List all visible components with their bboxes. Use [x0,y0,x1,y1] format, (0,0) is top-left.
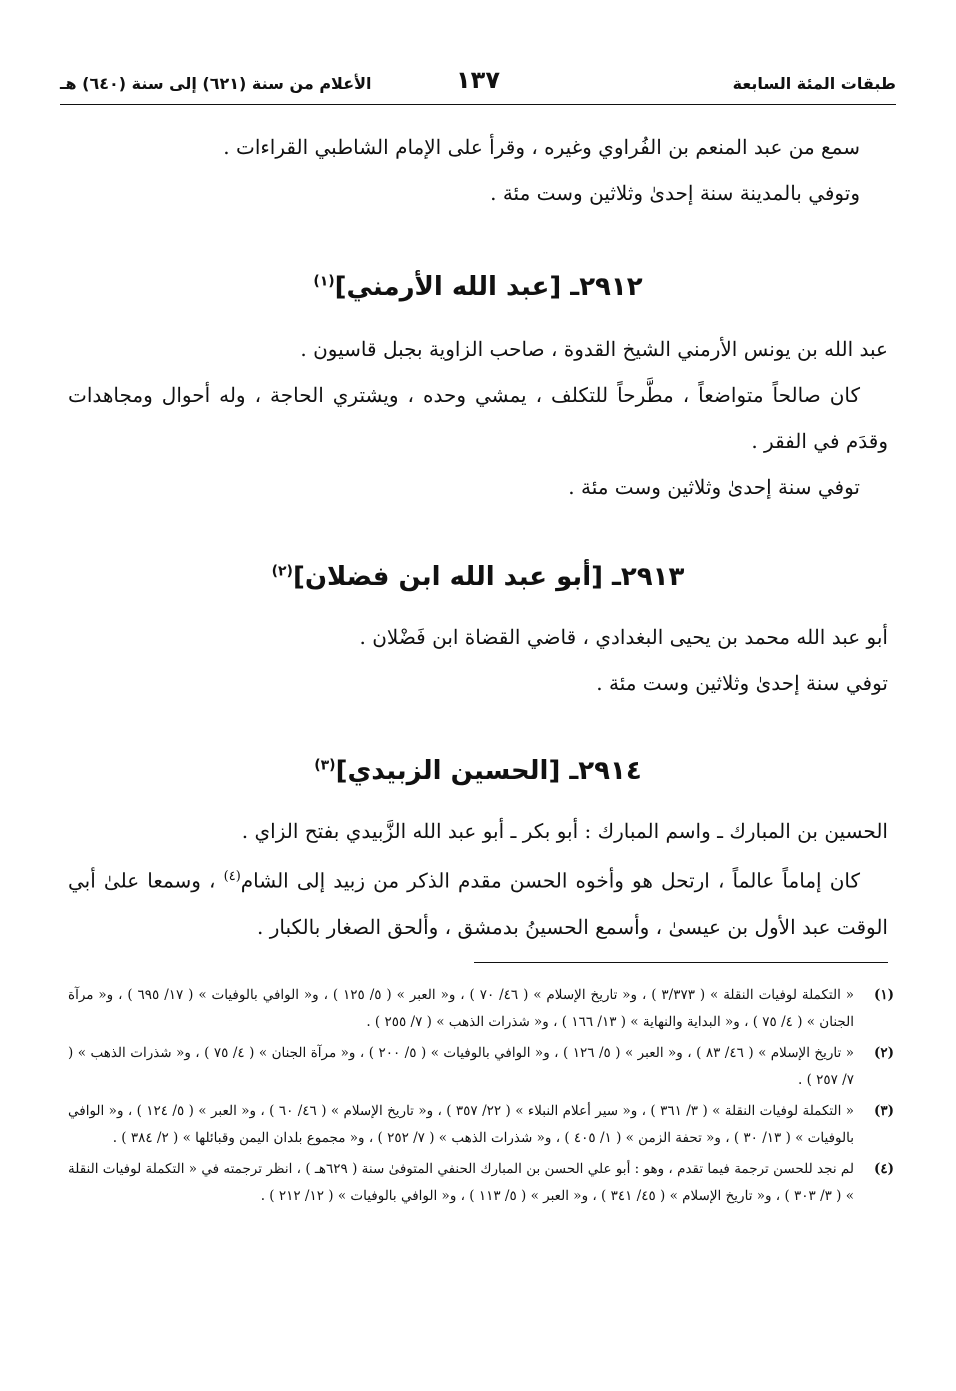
footnotes [68,982,894,1214]
entry-body-2914 [68,808,888,950]
entry-paragraph: توفي سنة إحدىٰ وثلاثين وست مئة . [596,671,888,695]
body-line: وتوفي بالمدينة سنة إحدىٰ وثلاثين وست مئة . [490,181,860,205]
page-number: ١٣٧ [456,66,500,94]
entry-title: ٢٩١٢ـ [عبد الله الأرمني] [334,272,643,302]
body-line: سمع من عبد المنعم بن الفُراوي وغيره ، وقرأ على الإمام الشاطبي القراءات . [223,135,860,159]
entry-heading-2912 [0,272,956,302]
footnote [68,982,894,1036]
running-header [60,66,896,100]
entry-body-2912 [68,326,888,510]
footnote-ref: (٢) [271,563,293,580]
entry-heading-2914 [0,756,956,786]
entry-paragraph: توفي سنة إحدىٰ وثلاثين وست مئة . [568,475,860,499]
entry-text: كان إماماً عالماً ، ارتحل هو وأخوه الحسن مقدم الذكر من زبيد إلى الشام [240,868,860,893]
footnote-ref: (٤) [223,869,241,884]
footnote-text: لم نجد للحسن ترجمة فيما تقدم ، وهو : أبو علي الحسن بن المبارك الحنفي المتوفىٰ سنة ( ٦٢٩هـ ) ، انظر ترجمته في « التكملة لوفيات النقلة » ( ٣/ ٣٠٣ ) ، و« تاريخ الإسلام » ( ٤٥/ ٣٤١ ) ، و« العبر » ( ٥/ ١١٣ ) ، و« الوافي بالوفيات » ( ١٢/ ٢١٢ ) . [68,1161,854,1204]
footnote-rule [474,962,888,963]
footnote-text: « التكملة لوفيات النقلة » ( ٣/ ٣٦١ ) ، و« سير أعلام النبلاء » ( ٢٢/ ٣٥٧ ) ، و« تاريخ الإسلام » ( ٤٦/ ٦٠ ) ، و« العبر » ( ٥/ ١٢٤ ) ، و« الوافي بالوفيات » ( ١٣/ ٣٠ ) ، و« تحفة الزمن » ( ١/ ٤٠٥ ) ، و« شذرات الذهب » ( ٧/ ٢٥٢ ) ، و« مجموع بلدان اليمن وقبائلها » ( ٢/ ٣٨٤ ) . [68,1103,855,1146]
header-section-title: طبقات المئة السابعة [732,74,896,93]
footnote [68,1098,894,1152]
footnote-text: « تاريخ الإسلام » ( ٤٦/ ٨٣ ) ، و« العبر » ( ٥/ ١٢٦ ) ، و« الوافي بالوفيات » ( ٥/ ٢٠٠ ) ، و« مرآة الجنان » ( ٤/ ٧٥ ) ، و« شذرات الذهب » ( ٧/ ٢٥٧ ) . [68,1045,854,1088]
header-rule [60,104,896,105]
footnote [68,1156,894,1210]
footnote-number: (١) [873,987,894,1003]
entry-text: ، وسمعا علىٰ أبي الوقت عبد الأول بن عيسىٰ ، وأسمع الحسينُ بدمشق ، وألحق الصغار بالكبار . [68,868,888,939]
entry-heading-2913 [0,562,956,592]
entry-paragraph: عبد الله بن يونس الأرمني الشيخ القدوة ، صاحب الزاوية بجبل قاسيون . [300,337,888,361]
footnote-ref: (٣) [314,757,336,774]
footnote-number: (٤) [873,1161,894,1177]
entry-title: ٢٩١٤ـ [الحسين الزبيدي] [335,756,642,786]
entry-title: ٢٩١٣ـ [أبو عبد الله ابن فضلان] [292,562,685,592]
footnote-text: « التكملة لوفيات النقلة » ( ٣/٣٧٣ ) ، و« تاريخ الإسلام » ( ٤٦/ ٧٠ ) ، و« العبر » ( ٥/ ١٢٥ ) ، و« الوافي بالوفيات » ( ١٧/ ٦٩٥ ) ، و« مرآة الجنان » ( ٤/ ٧٥ ) ، و« البداية والنهاية » ( ١٣/ ١٦٦ ) ، و« شذرات الذهب » ( ٧/ ٢٥٥ ) . [68,987,854,1030]
entry-paragraph: الحسين بن المبارك ـ واسم المبارك : أبو بكر ـ أبو عبد الله الزَّبيدي بفتح الزاي . [241,819,888,843]
entry-paragraph [68,854,888,950]
header-year-range: الأعلام من سنة (٦٢١) إلى سنة (٦٤٠) هـ [60,74,372,93]
entry-paragraph: كان صالحاً متواضعاً ، مطَّرحاً للتكلف ، يمشي وحده ، ويشتري الحاجة ، وله أحوال ومجاهدات وقدَم في الفقر . [68,383,888,453]
footnote-ref: (١) [313,273,335,290]
intro-block [68,124,888,216]
footnote-number: (٢) [873,1045,894,1061]
entry-paragraph: أبو عبد الله محمد بن يحيى البغدادي ، قاضي القضاة ابن فَضْلان . [359,625,888,649]
footnote [68,1040,894,1094]
footnote-number: (٣) [873,1103,894,1119]
entry-body-2913 [68,614,888,706]
